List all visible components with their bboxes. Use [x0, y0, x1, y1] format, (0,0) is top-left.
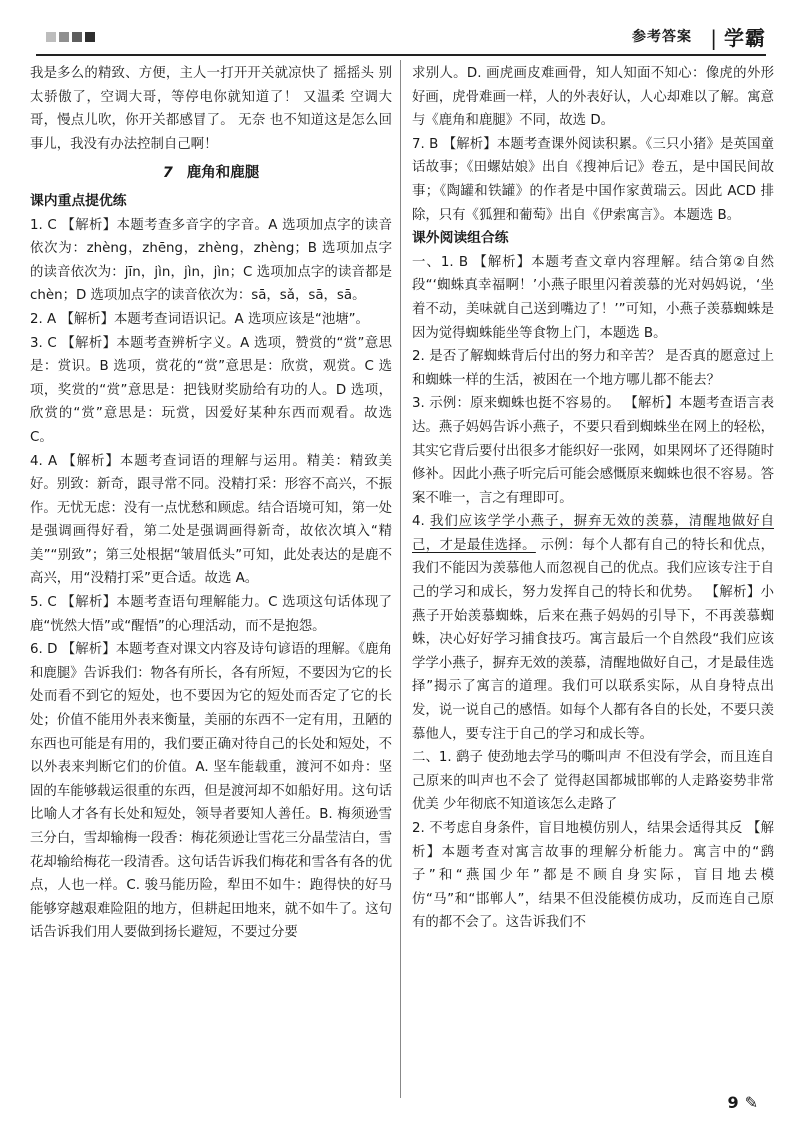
page-header	[36, 14, 766, 48]
page-number: 9	[727, 1093, 739, 1112]
answer-item-1: 1. C 【解析】本题考查多音字的字音。A 选项加点字的读音依次为：zhèng，zhēng，zhèng，zhèng；B 选项加点字的读音依次为：jīn，jìn，jìn，jìn；C 选项加点字的读音都是 chèn；D 选项加点字的读音依次为：sā，sǎ，sā，sā。	[30, 217, 392, 304]
header-rule	[36, 54, 766, 56]
column-divider	[400, 60, 401, 1098]
header-title: 参考答案	[632, 29, 692, 45]
reading-1-q4	[412, 510, 774, 746]
header-bar-1	[46, 32, 56, 42]
reading-2-q2: 2. 不考虑自身条件，盲目地模仿别人，结果会适得其反 【解析】本题考查对寓言故事的理解分析能力。寓言中的“鹞子”和“燕国少年”都是不顾自身实际，盲目地去模仿“马”和“邯郸人”，结果不但没能模仿成功，反而连自己原有的都不会了。这告诉我们不	[412, 821, 774, 931]
reading-1-q3: 3. 示例：原来蜘蛛也挺不容易的。 【解析】本题考查语言表达。燕子妈妈告诉小燕子，不要只看到蜘蛛坐在网上的轻松，其实它背后要付出很多才能织好一张网，如果网坏了还得随时修补。因此小燕子听完后可能会感慨原来蜘蛛也很不容易。答案不唯一，言之有理即可。	[412, 396, 774, 506]
reading-1-q1: 一、1. B 【解析】本题考查文章内容理解。结合第②自然段“‘蜘蛛真幸福啊！’小燕子眼里闪着羡慕的光对妈妈说，‘坐着不动，美味就自己送到嘴边了！’”可知，小燕子羡慕蜘蛛是因为觉得蜘蛛能坐等食物上门，本题选 B。	[412, 254, 774, 341]
chapter-heading	[30, 162, 392, 186]
answer-item-5: 5. C 【解析】本题考查语句理解能力。C 选项这句话体现了鹿“恍然大悟”或“醒悟”的心理活动，而不是抱怨。	[30, 595, 392, 634]
answer-item-6: 6. D 【解析】本题考查对课文内容及诗句谚语的理解。《鹿角和鹿腿》告诉我们：物各有所长，各有所短，不要因为它的长处而看不到它的短处，也不要因为它的短处而否定了它的长处；价值不能用外表来衡量，美丽的东西不一定有用，丑陋的东西也可能是有用的，我们要正确对待自己的长处和短处，不以外表来判断它们的价值。A. 坚车能载重，渡河不如舟：坚固的车能够载运很重的东西，但是渡河却不如船好用。这句话比喻人才各有长处和短处，领导者要知人善任。B. 梅须逊雪三分白，雪却输梅一段香：梅花须逊让雪花三分晶莹洁白，雪花却输给梅花一段清香。这句话告诉我们梅花和雪各有各的优点，人也一样。C. 骏马能历险，犁田不如牛：跑得快的好马能够穿越艰难险阻的地方，但耕起田地来，就不如牛了。这句话告诉我们用人要做到扬长避短，不要过分要	[30, 642, 392, 941]
answer-item-3: 3. C 【解析】本题考查辨析字义。A 选项，赞赏的“赏”意思是：赏识。B 选项，赏花的“赏”意思是：欣赏，观赏。C 选项，奖赏的“赏”意思是：把钱财奖励给有功的人。D 选项，欣赏的“赏”意思是：玩赏，因爱好某种东西而观看。故选 C。	[30, 335, 392, 445]
chapter-title: 鹿角和鹿腿	[186, 165, 260, 182]
intro-paragraph: 我是多么的精致、方便，主人一打开开关就凉快了 摇摇头 别太骄傲了，空调大哥，等停电你就知道了！ 又温柔 空调大哥，慢点儿吹，你开关都感冒了。 无奈 也不知道这是怎么回事儿，我没有办法控制自己啊！	[30, 66, 392, 152]
reading-1-q4-number: 4.	[412, 514, 431, 530]
header-decoration-bars	[46, 32, 95, 42]
right-column	[412, 62, 774, 935]
header-bar-2	[59, 32, 69, 42]
chapter-number: 7	[162, 165, 173, 182]
header-bar-3	[72, 32, 82, 42]
header-brand-logo: | 学霸	[710, 22, 766, 51]
reading-1-q2: 2. 是否了解蜘蛛背后付出的努力和辛苦？ 是否真的愿意过上和蜘蛛一样的生活，被困在一个地方哪儿都不能去？	[412, 349, 774, 388]
answer-item-6-continued: 求别人。D. 画虎画皮难画骨，知人知面不知心：像虎的外形好画，虎骨难画一样，人的外表好认，人心却难以了解。寓意与《鹿角和鹿腿》不同，故选 D。	[412, 66, 774, 129]
left-column	[30, 62, 392, 945]
section-heading-extracurricular: 课外阅读组合练	[412, 230, 509, 247]
answer-item-7: 7. B 【解析】本题考查课外阅读积累。《三只小猪》是英国童话故事；《田螺姑娘》出自《搜神后记》卷五，是中国民间故事；《陶罐和铁罐》的作者是中国作家黄瑞云。因此 ACD 排除，只有《狐狸和葡萄》出自《伊索寓言》。本题选 B。	[412, 136, 774, 223]
reading-2-q1: 二、1. 鹞子 使劲地去学马的嘶叫声 不但没有学会，而且连自己原来的叫声也不会了 觉得赵国都城邯郸的人走路姿势非常优美 少年彻底不知道该怎么走路了	[412, 750, 774, 813]
section-heading-in-class: 课内重点提优练	[30, 192, 127, 209]
page-footer	[727, 1093, 758, 1112]
header-bar-4	[85, 32, 95, 42]
reading-1-q4-underlined: 我们应该学学小燕子，摒弃无效的羡慕，清醒地做好自己，才是最佳选择。	[412, 514, 774, 553]
pencil-icon: ✎	[744, 1093, 758, 1112]
answer-item-4: 4. A 【解析】本题考查词语的理解与运用。精美：精致美好。别致：新奇，跟寻常不同。没精打采：形容不高兴，不振作。无忧无虑：没有一点忧愁和顾虑。结合语境可知，第一处是强调画得好看，第二处是强调画得新奇，故依次填入“精美”“别致”；第三处根据“皱眉低头”可知，此处表达的是鹿不高兴，用“没精打采”更合适。故选 A。	[30, 453, 392, 587]
answer-item-2: 2. A 【解析】本题考查词语识记。A 选项应该是“池塘”。	[30, 311, 369, 327]
reading-1-q4-text: 示例：每个人都有自己的特长和优点，我们不能因为羡慕他人而忽视自己的优点。我们应该专注于自己的学习和成长，努力发挥自己的特长和优势。 【解析】小燕子开始羡慕蜘蛛，后来在燕子妈妈的引导下，不再羡慕蜘蛛，决心好好学习捕食技巧。寓言最后一个自然段“我们应该学学小燕子，摒弃无效的羡慕，清醒地做好自己，才是最佳选择”揭示了寓言的道理。我们可以联系实际，从自身特点出发，说一说自己的感悟。如每个人都有各自的长处，不要只羡慕他人，要专注于自己的学习和成长等。	[412, 537, 775, 742]
